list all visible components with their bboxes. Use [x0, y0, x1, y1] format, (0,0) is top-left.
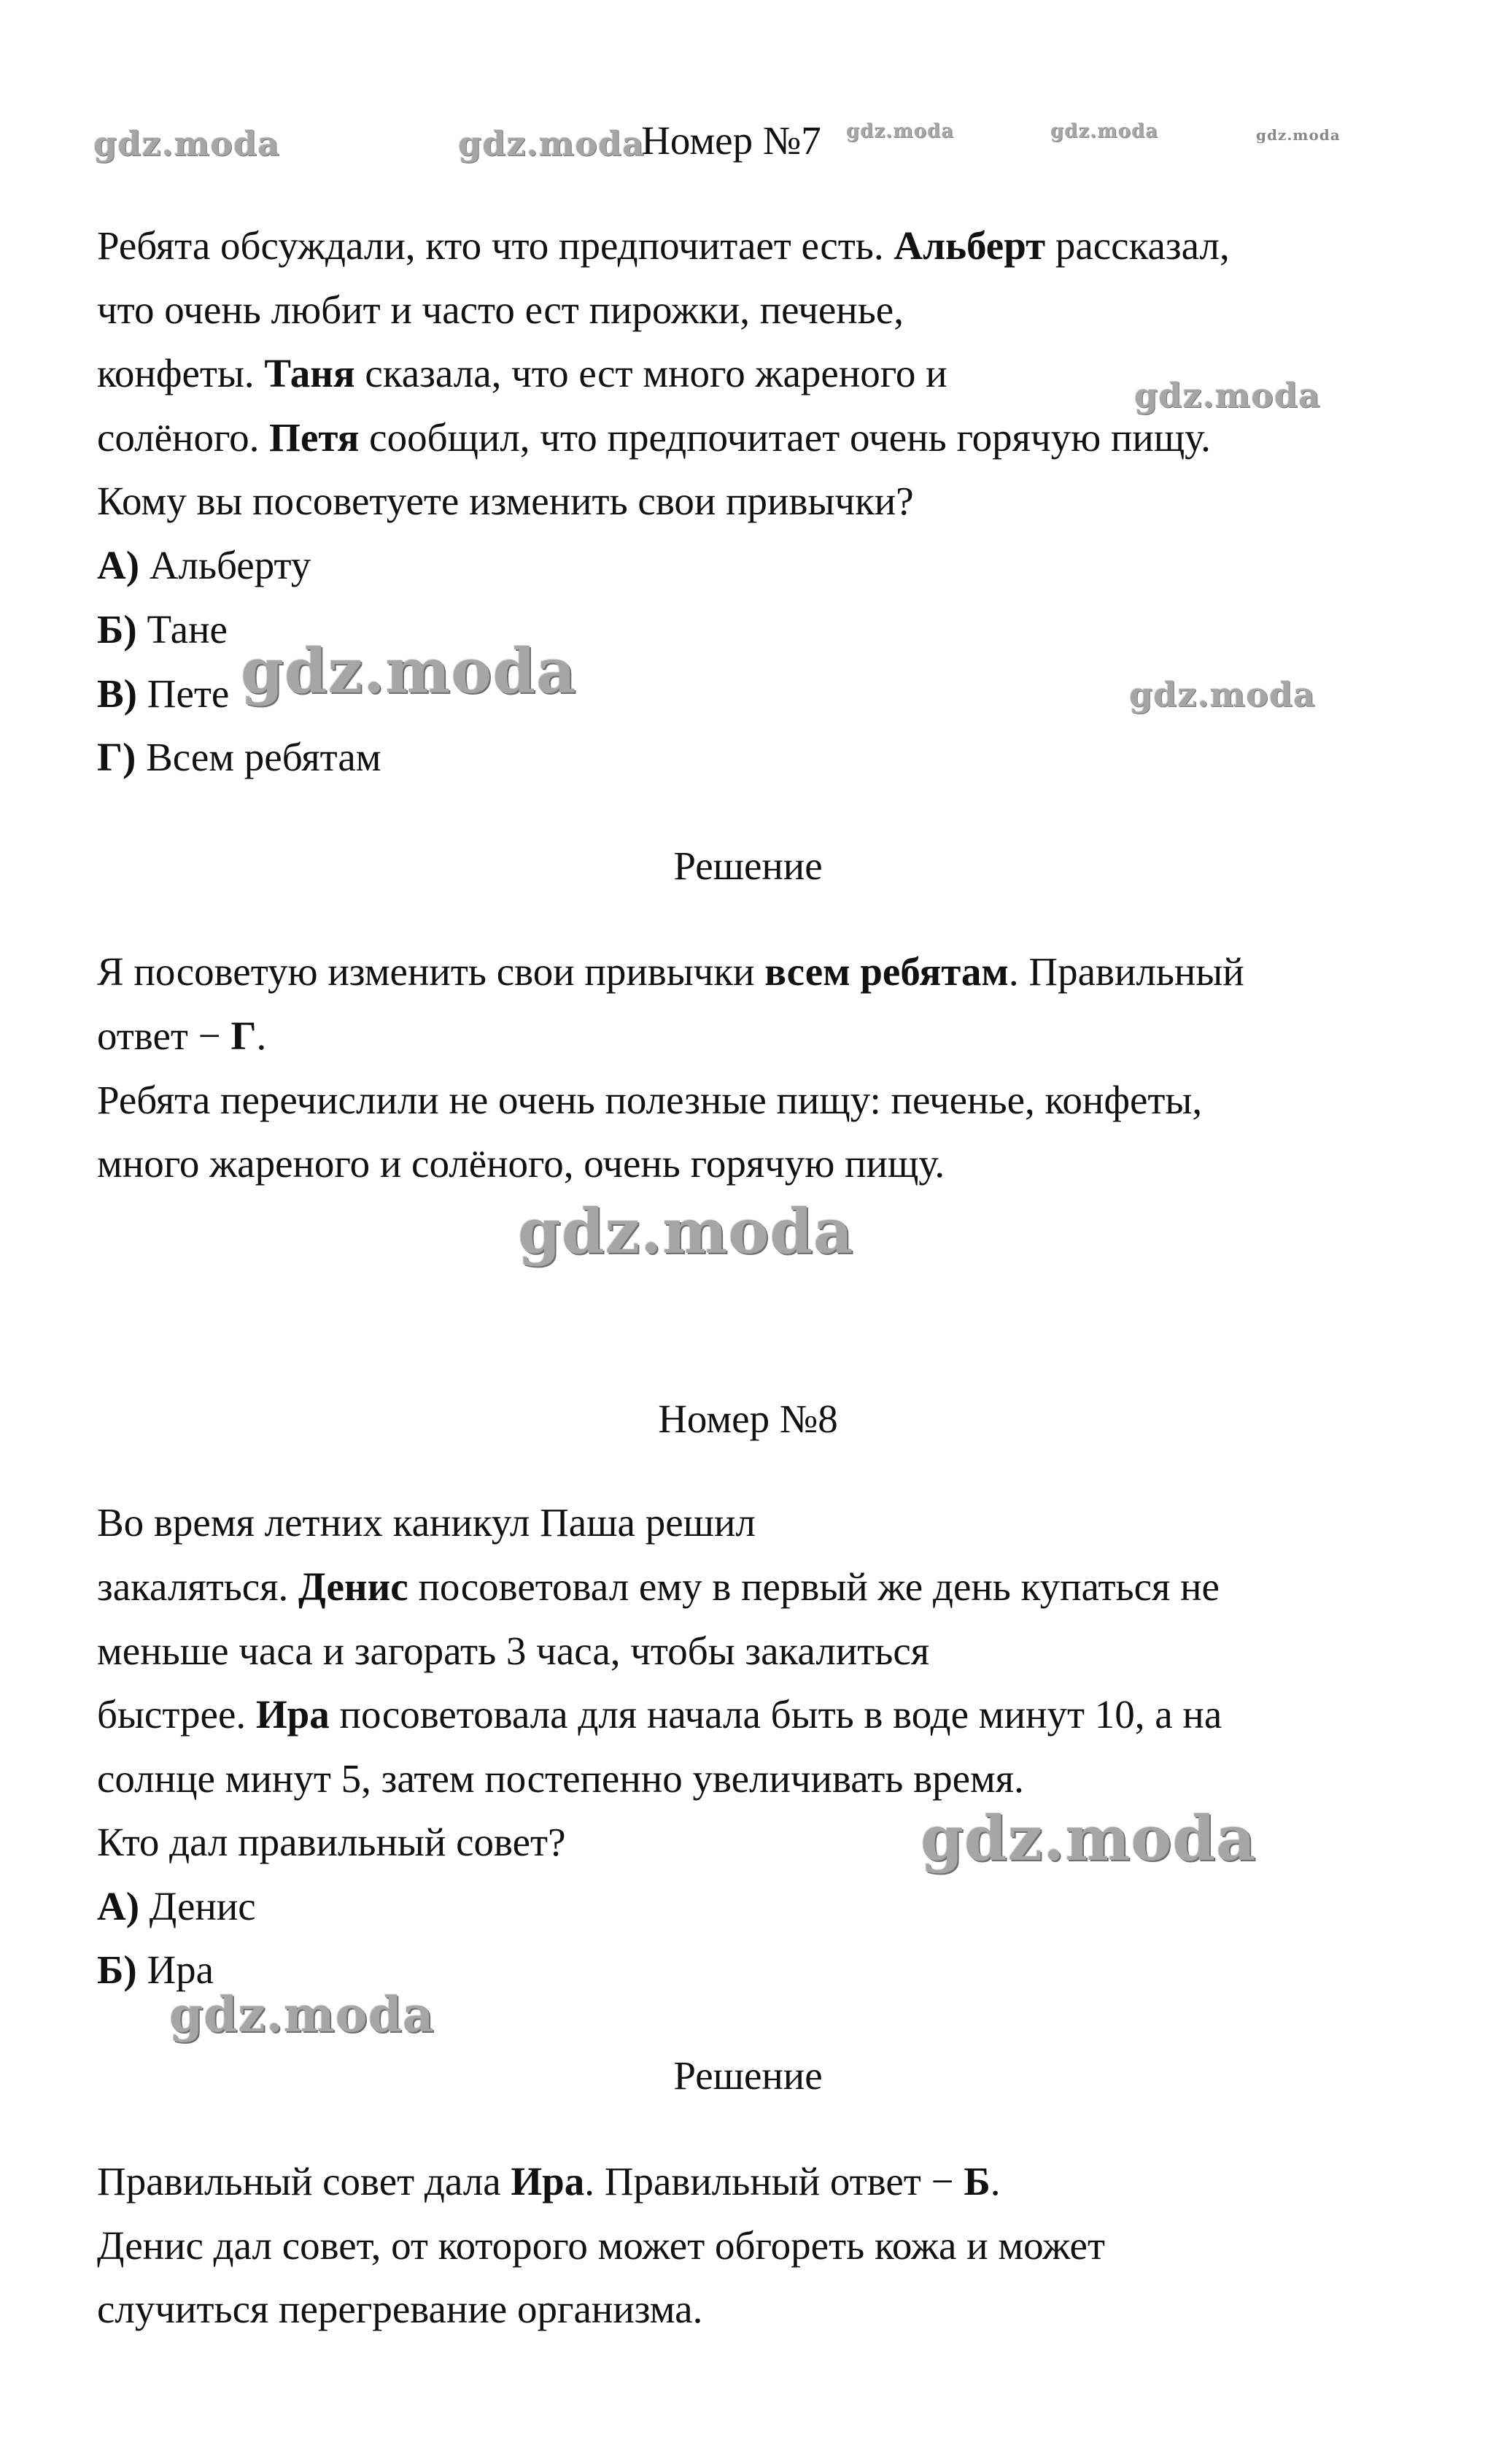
task7-solution-line: ответ − Г.	[97, 1013, 267, 1058]
watermark: gdz.moda	[458, 124, 645, 163]
task8-option-b: Б) Ира	[97, 1947, 214, 1992]
task8-paragraph-line: быстрее. Ира посоветовала для начала быть в воде минут 10, а на	[97, 1692, 1222, 1737]
task7-option-a: А) Альберту	[97, 543, 311, 587]
watermark: gdz.moda	[241, 635, 577, 707]
task8-question: Кто дал правильный совет?	[97, 1820, 566, 1864]
task7-question: Кому вы посоветуете изменить свои привычки?	[97, 479, 914, 523]
task8-title: Номер №8	[658, 1397, 838, 1441]
watermark: gdz.moda	[169, 1986, 435, 2043]
watermark: gdz.moda	[1129, 675, 1316, 714]
task8-solution-line: случиться перегревание организма.	[97, 2287, 703, 2331]
task8-paragraph-line: солнце минут 5, затем постепенно увеличивать время.	[97, 1756, 1024, 1801]
task7-option-c: В) Пете	[97, 671, 230, 716]
task8-solution-line: Денис дал совет, от которого может обгореть кожа и может	[97, 2223, 1106, 2268]
watermark: gdz.moda	[518, 1195, 854, 1267]
task7-solution-line: Ребята перечислили не очень полезные пищу: печенье, конфеты,	[97, 1078, 1203, 1122]
task7-option-d: Г) Всем ребятам	[97, 735, 381, 779]
task8-paragraph-line: меньше часа и загорать 3 часа, чтобы закалиться	[97, 1629, 930, 1673]
task7-solution-title: Решение	[673, 843, 823, 888]
task8-solution-title: Решение	[673, 2053, 823, 2098]
watermark: gdz.moda	[1256, 126, 1341, 144]
watermark: gdz.moda	[1050, 120, 1159, 142]
watermark: gdz.moda	[1134, 376, 1321, 415]
watermark: gdz.moda	[846, 120, 955, 142]
watermark: gdz.moda	[921, 1802, 1257, 1874]
task7-paragraph-line: Ребята обсуждали, кто что предпочитает есть. Альберт рассказал,	[97, 223, 1230, 268]
task7-option-b: Б) Тане	[97, 607, 228, 652]
task7-title: Номер №7	[641, 118, 821, 163]
watermark: gdz.moda	[93, 124, 280, 163]
task8-solution-line: Правильный совет дала Ира. Правильный ответ − Б.	[97, 2159, 1001, 2204]
task8-paragraph-line: закаляться. Денис посоветовал ему в первый же день купаться не	[97, 1564, 1220, 1609]
task7-paragraph-line: конфеты. Таня сказала, что ест много жареного и	[97, 351, 947, 395]
task8-option-a: А) Денис	[97, 1884, 256, 1928]
task7-solution-line: Я посоветую изменить свои привычки всем ребятам. Правильный	[97, 949, 1244, 994]
task7-paragraph-line: солёного. Петя сообщил, что предпочитает очень горячую пищу.	[97, 415, 1211, 460]
task7-solution-line: много жареного и солёного, очень горячую пищу.	[97, 1141, 945, 1186]
task8-paragraph-line: Во время летних каникул Паша решил	[97, 1500, 756, 1545]
task7-paragraph-line: что очень любит и часто ест пирожки, печенье,	[97, 287, 904, 332]
